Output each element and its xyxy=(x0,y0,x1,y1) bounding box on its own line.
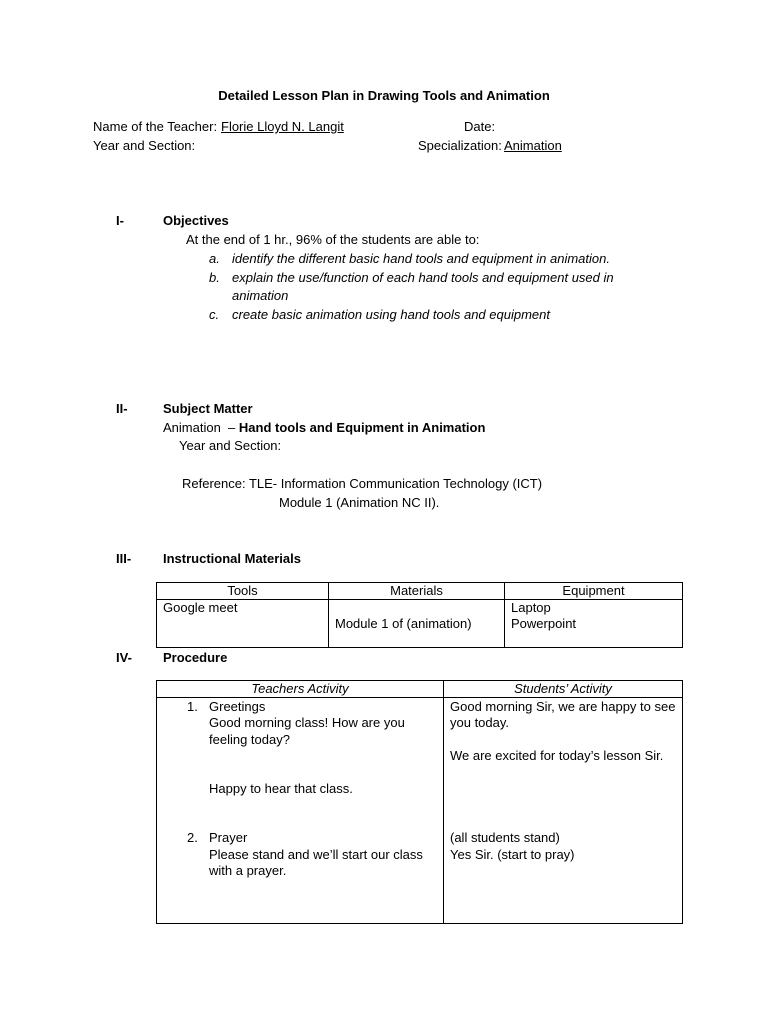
teacher-line: Happy to hear that class. xyxy=(209,781,353,796)
equipment-cell xyxy=(505,600,683,648)
objectives-numeral: I- xyxy=(116,213,124,228)
specialization-value: Animation xyxy=(504,138,562,153)
materials-heading: Instructional Materials xyxy=(163,551,301,566)
teacher-line: with a prayer. xyxy=(209,863,287,878)
column-header-students: Students’ Activity xyxy=(444,681,683,698)
materials-numeral: III- xyxy=(116,551,132,566)
student-line: (all students stand) xyxy=(450,830,560,845)
objectives-intro: At the end of 1 hr., 96% of the students are able to: xyxy=(186,232,480,247)
subject-year-section: Year and Section: xyxy=(179,438,282,453)
column-header-equipment: Equipment xyxy=(505,583,683,600)
document-title: Detailed Lesson Plan in Drawing Tools and Animation xyxy=(218,88,550,103)
step-number: 2. xyxy=(187,830,198,845)
materials-cell xyxy=(329,600,505,648)
topic-prefix: Animation xyxy=(163,420,221,435)
table-header-row xyxy=(157,583,683,600)
objective-letter: b. xyxy=(209,270,220,285)
tool-item: Google meet xyxy=(163,600,238,615)
teacher-line: Good morning class! How are you xyxy=(209,715,405,730)
reference-line: Module 1 (Animation NC II). xyxy=(279,495,440,510)
subject-matter-heading: Subject Matter xyxy=(163,401,253,416)
procedure-table xyxy=(156,680,683,924)
procedure-numeral: IV- xyxy=(116,650,132,665)
student-line: Yes Sir. (start to pray) xyxy=(450,847,575,862)
table-row xyxy=(157,698,683,924)
topic-dash: – xyxy=(228,420,236,435)
specialization-label: Specialization: xyxy=(418,138,502,153)
subject-topic xyxy=(163,420,485,436)
column-header-teacher: Teachers Activity xyxy=(157,681,444,698)
date-label: Date: xyxy=(464,119,496,134)
material-item: Module 1 of (animation) xyxy=(335,616,472,631)
objective-text: animation xyxy=(232,288,289,303)
step-number: 1. xyxy=(187,699,198,714)
students-activity-cell xyxy=(444,698,683,924)
objective-text: create basic animation using hand tools and equipment xyxy=(232,307,550,322)
subject-matter-numeral: II- xyxy=(116,401,128,416)
equipment-item: Laptop xyxy=(511,600,551,615)
teacher-label: Name of the Teacher: xyxy=(93,119,218,134)
objective-letter: a. xyxy=(209,251,220,266)
objectives-heading: Objectives xyxy=(163,213,229,228)
step-title: Greetings xyxy=(209,699,266,714)
student-line: Good morning Sir, we are happy to see xyxy=(450,699,676,714)
student-line: We are excited for today’s lesson Sir. xyxy=(450,748,664,763)
objective-letter: c. xyxy=(209,307,220,322)
instructional-materials-table xyxy=(156,582,683,648)
step-title: Prayer xyxy=(209,830,248,845)
year-section-label: Year and Section: xyxy=(93,138,196,153)
teacher-line: feeling today? xyxy=(209,732,290,747)
topic-title: Hand tools and Equipment in Animation xyxy=(238,420,486,435)
column-header-materials: Materials xyxy=(329,583,505,600)
procedure-heading: Procedure xyxy=(163,650,228,665)
objective-text: explain the use/function of each hand tools and equipment used in xyxy=(232,270,614,285)
student-line: you today. xyxy=(450,715,510,730)
teacher-activity-cell xyxy=(157,698,444,924)
equipment-item: Powerpoint xyxy=(511,616,577,631)
tools-cell xyxy=(157,600,329,648)
table-row xyxy=(157,600,683,648)
reference-line: Reference: TLE- Information Communication Technology (ICT) xyxy=(182,476,543,491)
teacher-line: Please stand and we’ll start our class xyxy=(209,847,423,862)
objective-text: identify the different basic hand tools and equipment in animation. xyxy=(232,251,610,266)
column-header-tools: Tools xyxy=(157,583,329,600)
table-header-row xyxy=(157,681,683,698)
teacher-name: Florie Lloyd N. Langit xyxy=(221,119,344,134)
